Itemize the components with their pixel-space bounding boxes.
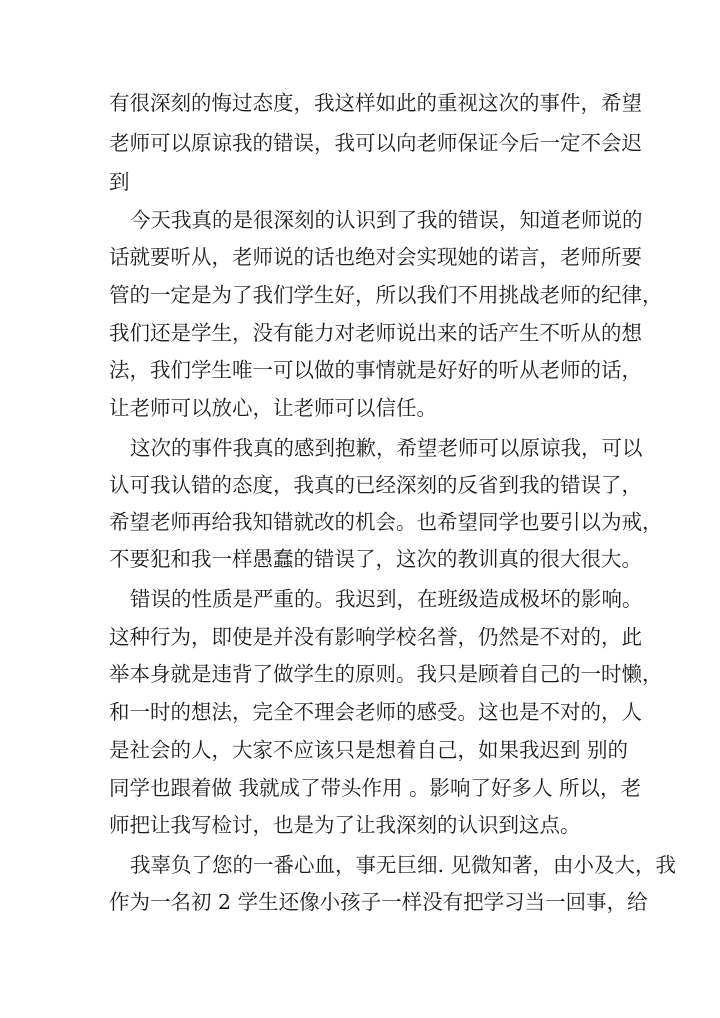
text-line: 让老师可以放心，让老师可以信任。 bbox=[109, 396, 437, 420]
text-line: 老师可以原谅我的错误，我可以向老师保证今后一定不会迟 bbox=[109, 131, 642, 155]
text-line: 和一时的想法，完全不理会老师的感受。这也是不对的，人 bbox=[109, 700, 642, 724]
text-line: 作为一名初 2 学生还像小孩子一样没有把学习当一回事，给 bbox=[109, 890, 648, 914]
text-line: 是社会的人，大家不应该只是想着自己，如果我迟到 别的 bbox=[109, 738, 629, 762]
text-line: 师把让我写检讨，也是为了让我深刻的认识到这点。 bbox=[109, 813, 581, 837]
text-line: 有很深刻的悔过态度，我这样如此的重视这次的事件，希望 bbox=[109, 91, 642, 115]
text-line: 希望老师再给我知错就改的机会。也希望同学也要引以为戒， bbox=[109, 510, 663, 534]
text-line: 我们还是学生，没有能力对老师说出来的话产生不听从的想 bbox=[109, 321, 642, 345]
text-line: 不要犯和我一样愚蠢的错误了，这次的教训真的很大很大。 bbox=[109, 547, 642, 571]
text-line: 举本身就是违背了做学生的原则。我只是顾着自己的一时懒， bbox=[109, 662, 663, 686]
text-line: 这次的事件我真的感到抱歉，希望老师可以原谅我，可以 bbox=[130, 436, 643, 460]
text-line: 法，我们学生唯一可以做的事情就是好好的听从老师的话， bbox=[109, 358, 642, 382]
text-line: 今天我真的是很深刻的认识到了我的错误，知道老师说的 bbox=[130, 208, 643, 232]
text-line: 同学也跟着做 我就成了带头作用 。影响了好多人 所以，老 bbox=[109, 776, 642, 800]
text-line: 认可我认错的态度，我真的已经深刻的反省到我的错误了， bbox=[109, 473, 642, 497]
text-line: 这种行为，即使是并没有影响学校名誉，仍然是不对的，此 bbox=[109, 625, 642, 649]
text-line: 到 bbox=[109, 170, 130, 194]
text-line: 话就要听从，老师说的话也绝对会实现她的诺言，老师所要 bbox=[109, 245, 642, 269]
text-line: 管的一定是为了我们学生好，所以我们不用挑战老师的纪律， bbox=[109, 283, 663, 307]
text-line: 错误的性质是严重的。我迟到，在班级造成极坏的影响。 bbox=[130, 587, 643, 611]
text-line: 我辜负了您的一番心血，事无巨细. 见微知著，由小及大，我 bbox=[130, 853, 677, 877]
